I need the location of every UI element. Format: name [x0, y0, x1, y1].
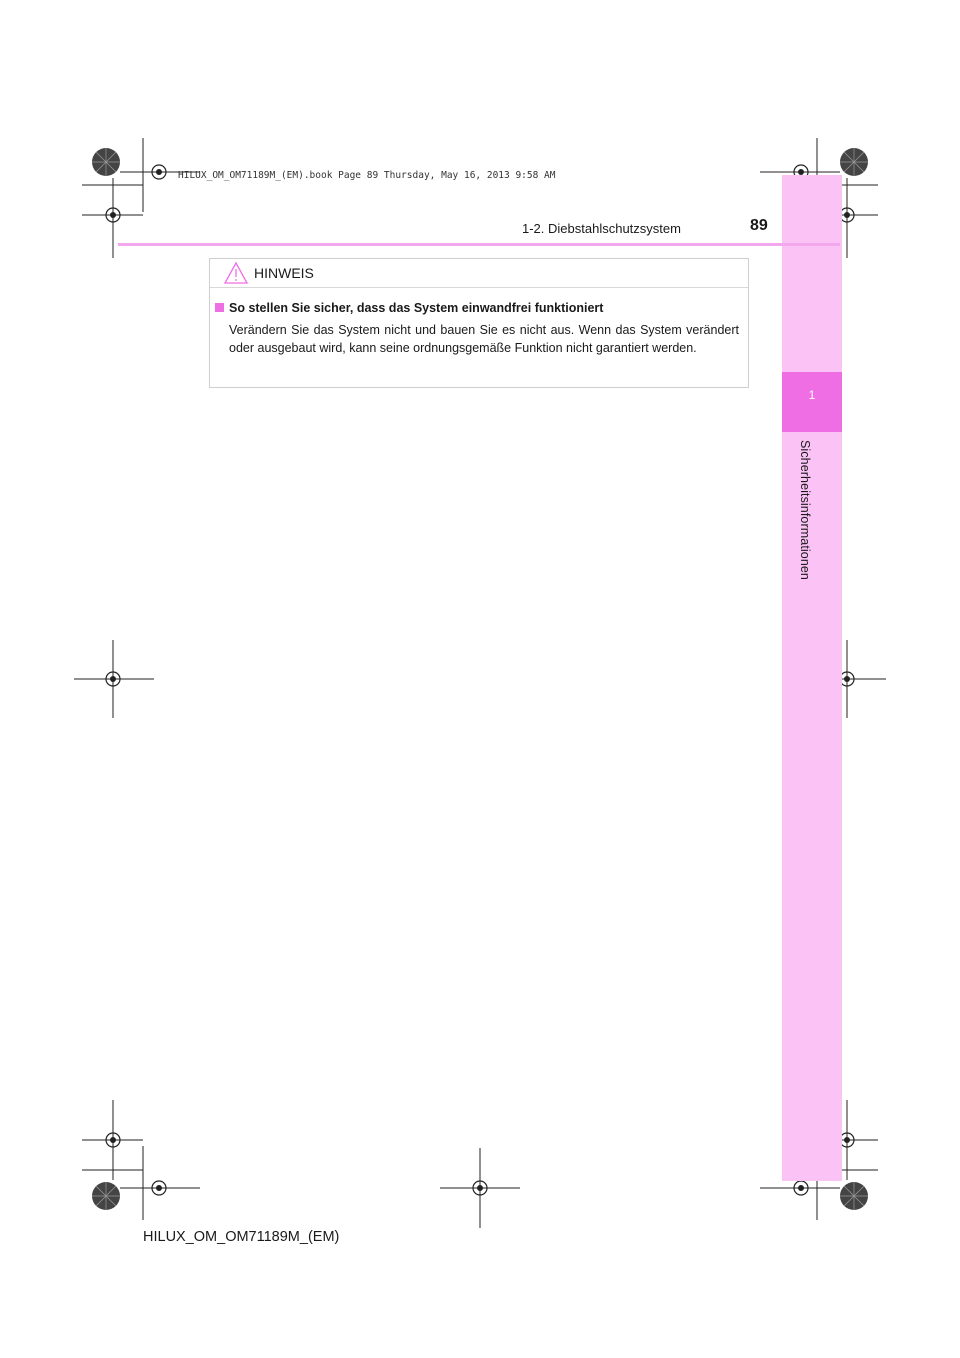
header-rule: [118, 243, 840, 246]
notice-heading: So stellen Sie sicher, dass das System einwandfrei funktioniert: [229, 301, 604, 315]
notice-title: HINWEIS: [254, 265, 314, 281]
chapter-title: Sicherheitsinformationen: [798, 440, 812, 580]
notice-body: Verändern Sie das System nicht und bauen Sie es nicht aus. Wenn das System verändert oder ausgebaut wird, kann seine ordnungsgemäße Funktion nicht garantiert werden.: [229, 323, 739, 355]
file-info: HILUX_OM_OM71189M_(EM).book Page 89 Thursday, May 16, 2013 9:58 AM: [178, 170, 556, 181]
warning-triangle-icon: [223, 261, 249, 285]
bullet-square-icon: [215, 303, 224, 312]
page-number: 89: [750, 217, 768, 234]
section-title: 1-2. Diebstahlschutzsystem: [522, 221, 681, 236]
chapter-number-box: [782, 372, 842, 432]
document-code: HILUX_OM_OM71189M_(EM): [143, 1229, 340, 1245]
chapter-tab-strip: [782, 175, 842, 1181]
notice-header-divider: [210, 287, 748, 288]
chapter-number: 1: [808, 388, 816, 402]
